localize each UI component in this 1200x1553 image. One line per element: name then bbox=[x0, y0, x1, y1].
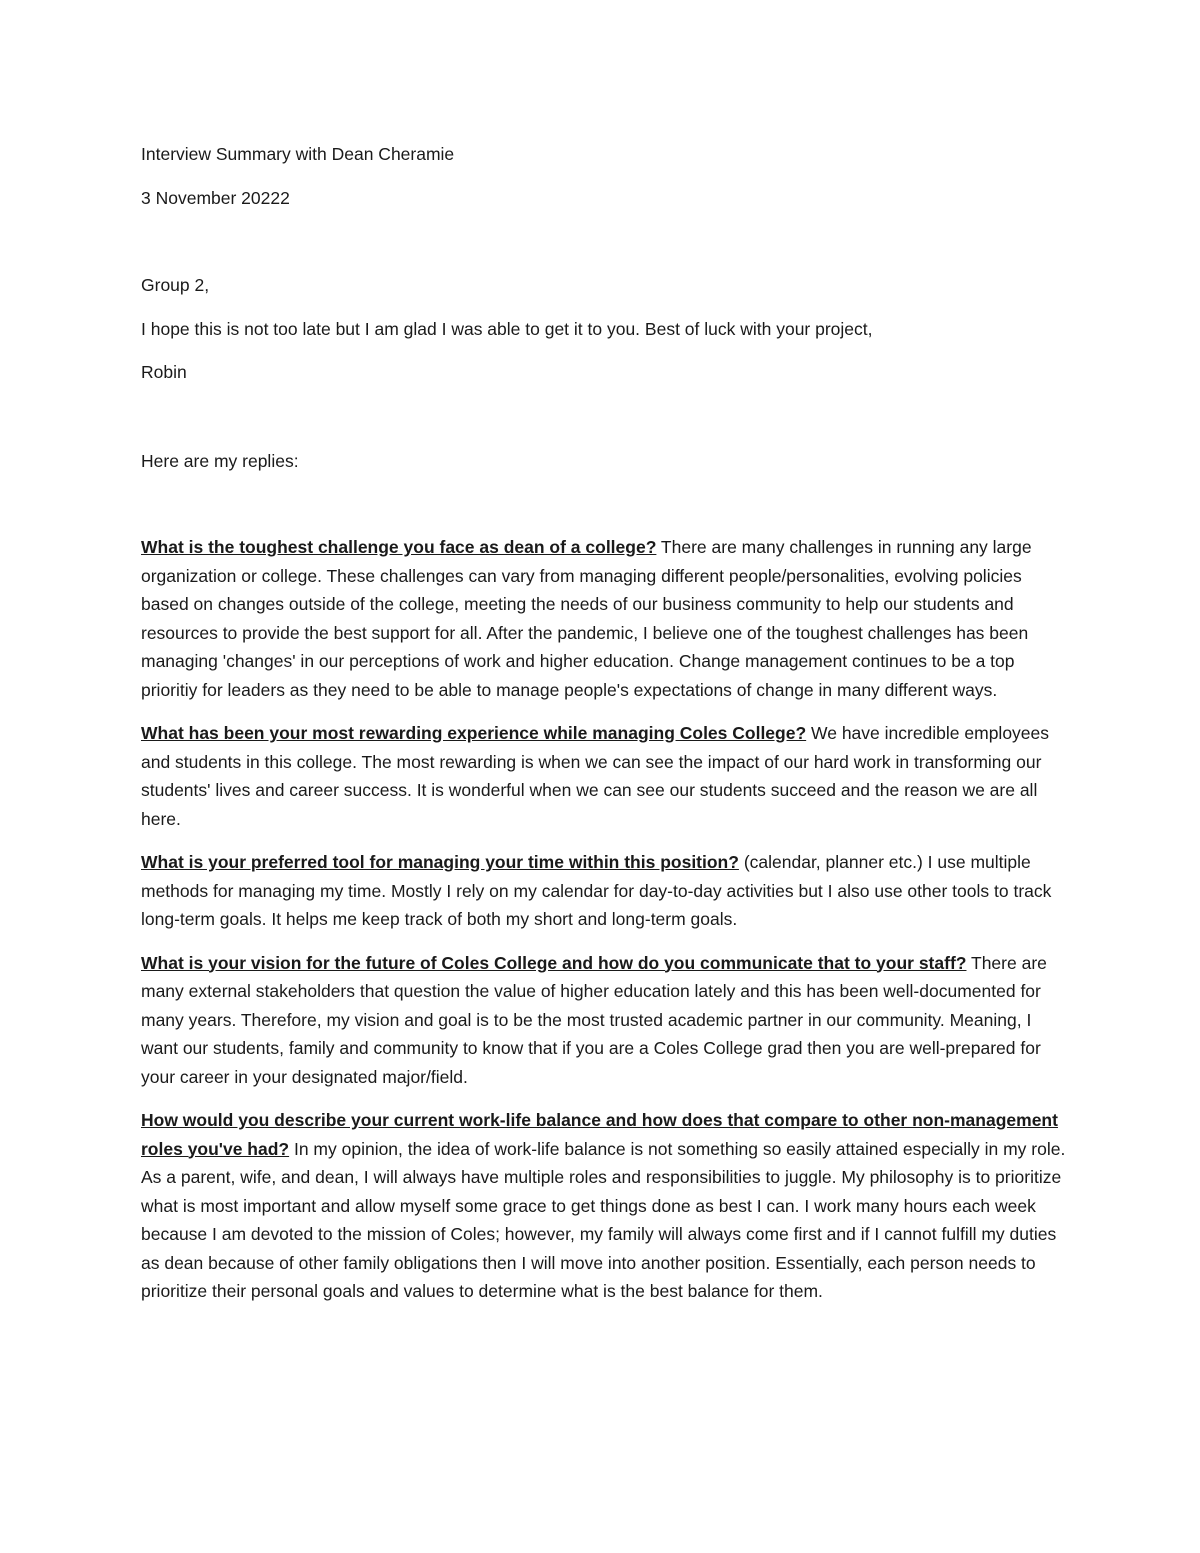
question: What has been your most rewarding experience while managing Coles College? bbox=[141, 723, 807, 743]
document-body bbox=[141, 140, 1066, 1321]
cover-note: I hope this is not too late but I am glad I was able to get it to you. Best of luck with your project, bbox=[141, 318, 873, 339]
qa-item bbox=[141, 1106, 1066, 1306]
answer: In my opinion, the idea of work-life balance is not something so easily attained especially in my role. As a parent, wife, and dean, I will always have multiple roles and responsibilities to juggle. My philosophy is to prioritize what is most important and allow myself some grace to get things done as best I can. I work many hours each week because I am devoted to the mission of Coles; however, my family will always come first and if I cannot fulfill my duties as dean because of other family obligations then I will move into another position. Essentially, each person needs to prioritize their personal goals and values to determine what is the best balance for them. bbox=[141, 1138, 1066, 1301]
document-title: Interview Summary with Dean Cheramie bbox=[141, 144, 455, 164]
answer: There are many challenges in running any large organization or college. These challenges can vary from managing different people/personalities, evolving policies based on changes outside of the college, meeting the needs of our business community to help our students and resources to provide the best support for all. After the pandemic, I believe one of the toughest challenges has been managing 'changes' in our perceptions of work and higher education. Change management continues to be a top prioritiy for leaders as they need to be able to manage people's expectations of change in many different ways. bbox=[141, 537, 1032, 700]
answer: There are many external stakeholders that question the value of higher education lately and this has been well-documented for many years. Therefore, my vision and goal is to be the most trusted academic partner in our community. Meaning, I want our students, family and community to know that if you are a Coles College grad then you are well-prepared for your career in your designated major/field. bbox=[141, 952, 1047, 1087]
qa-item bbox=[141, 949, 1066, 1092]
qa-item bbox=[141, 848, 1066, 934]
question: What is the toughest challenge you face as dean of a college? bbox=[141, 537, 657, 557]
qa-item bbox=[141, 533, 1066, 704]
question: What is your preferred tool for managing your time within this position? bbox=[141, 852, 739, 872]
greeting: Group 2, bbox=[141, 275, 210, 295]
answer: (calendar, planner etc.) I use multiple methods for managing my time. Mostly I rely on my calendar for day-to-day activities but I also use other tools to track long-term goals. It helps me keep track of both my short and long-term goals. bbox=[141, 852, 1052, 929]
answer: We have incredible employees and students in this college. The most rewarding is when we can see the impact of our hard work in transforming our students' lives and career success. It is wonderful when we can see our students succeed and the reason we are all here. bbox=[141, 723, 1050, 829]
document-date: 3 November 20222 bbox=[141, 187, 290, 208]
replies-intro: Here are my replies: bbox=[141, 450, 299, 471]
question: How would you describe your current work-life balance and how does that compare to other non-management roles you've had? bbox=[141, 1110, 1058, 1159]
signature: Robin bbox=[141, 362, 187, 382]
question: What is your vision for the future of Coles College and how do you communicate that to your staff? bbox=[141, 952, 967, 973]
qa-item bbox=[141, 719, 1066, 833]
